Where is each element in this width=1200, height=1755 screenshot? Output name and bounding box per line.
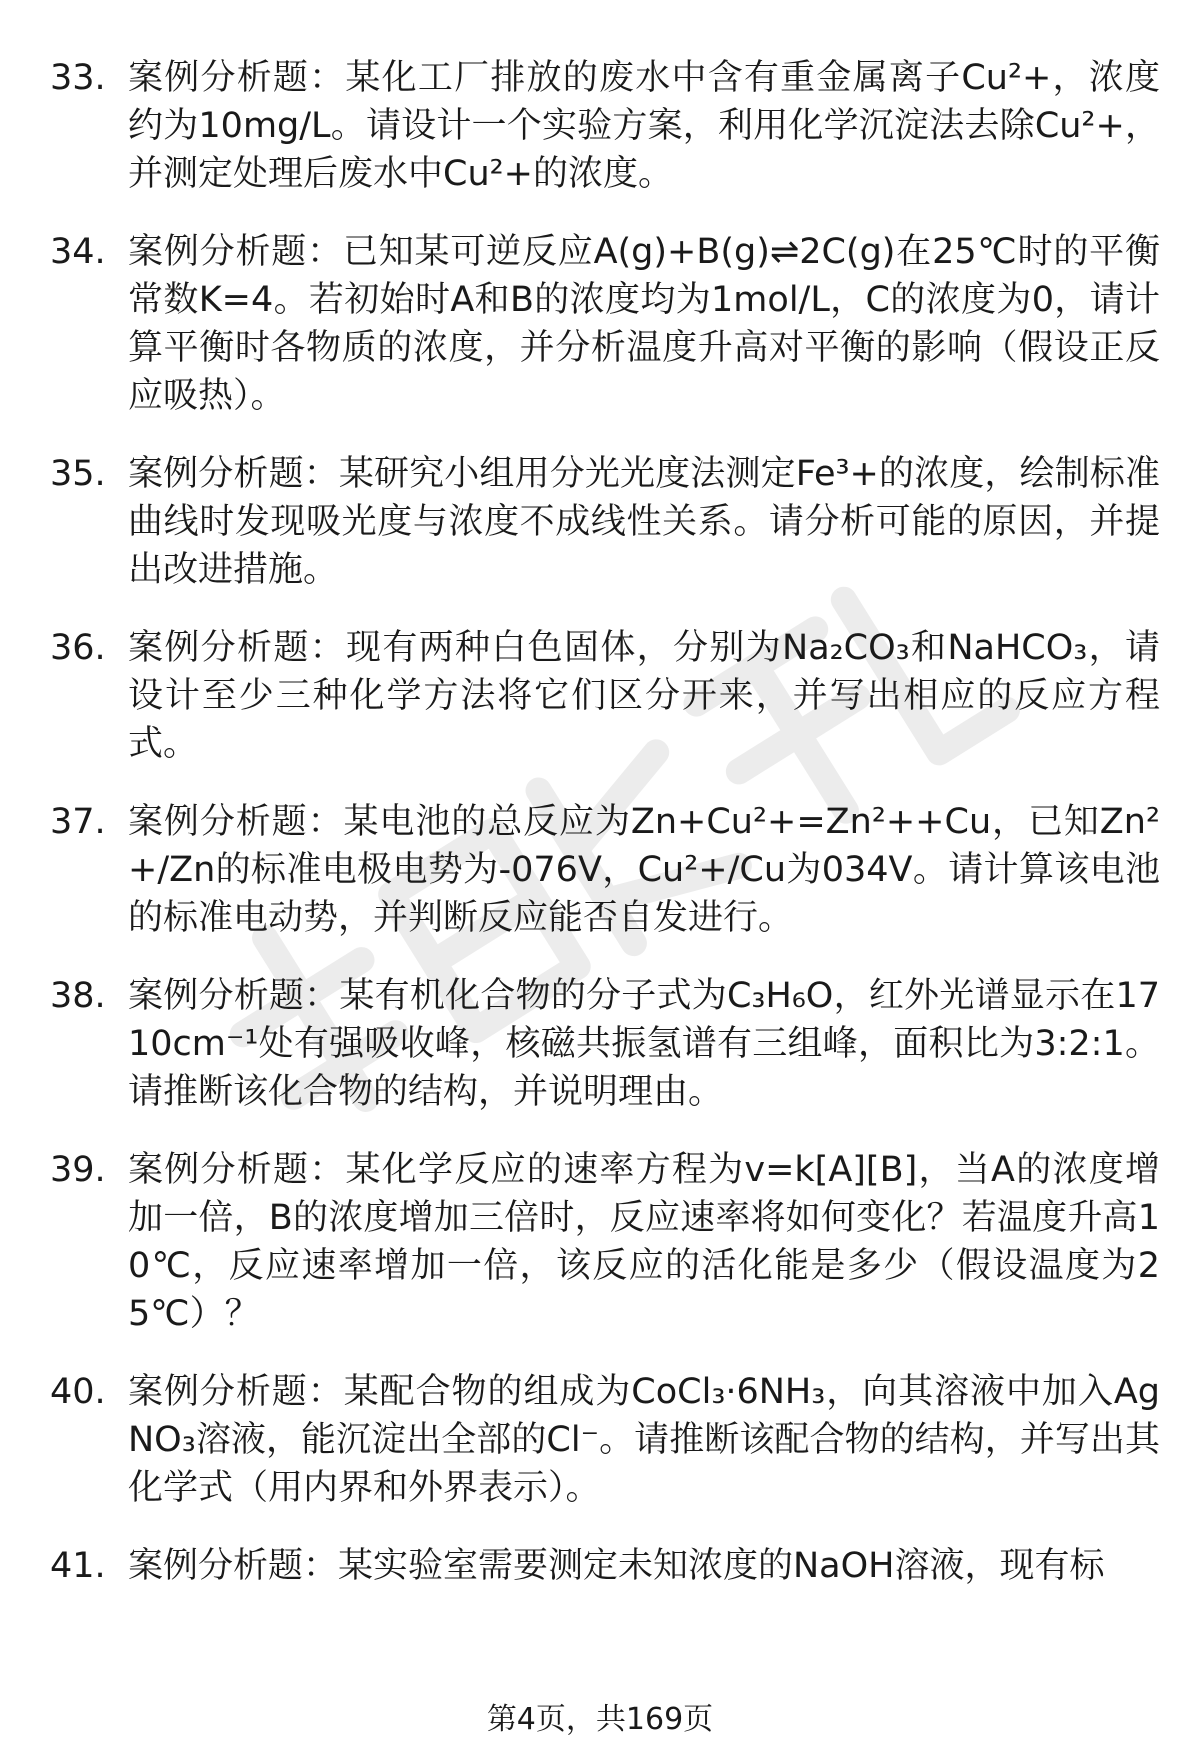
question-text: 案例分析题：某实验室需要测定未知浓度的NaOH溶液，现有标	[128, 1546, 1105, 1586]
question-text: 案例分析题：已知某可逆反应A(g)+B(g)⇌2C(g)在25℃时的平衡常数K=4。若初始时A和B的浓度均为1mol/L，C的浓度为0，请计算平衡时各物质的浓度，并分析温度升高对平衡的影响（假设正反应吸热）。	[128, 232, 1160, 416]
question-item	[50, 624, 1160, 768]
question-item	[50, 972, 1160, 1116]
page-number-footer: 第4页，共169页	[486, 1702, 714, 1737]
question-item	[50, 798, 1160, 942]
question-item	[50, 1542, 1160, 1590]
question-number: 36.	[50, 628, 106, 668]
question-text: 案例分析题：某研究小组用分光光度法测定Fe³+的浓度，绘制标准曲线时发现吸光度与浓度不成线性关系。请分析可能的原因，并提出改进措施。	[128, 454, 1160, 590]
question-text: 案例分析题：某化学反应的速率方程为v=k[A][B]，当A的浓度增加一倍，B的浓度增加三倍时，反应速率将如何变化？若温度升高10℃，反应速率增加一倍，该反应的活化能是多少（假设温度为25℃）？	[128, 1150, 1160, 1334]
question-number: 37.	[50, 802, 106, 842]
question-text: 案例分析题：某有机化合物的分子式为C₃H₆O，红外光谱显示在1710cm⁻¹处有强吸收峰，核磁共振氢谱有三组峰，面积比为3:2:1。请推断该化合物的结构，并说明理由。	[128, 976, 1160, 1112]
question-item	[50, 1146, 1160, 1338]
question-item	[50, 228, 1160, 420]
question-text: 案例分析题：某配合物的组成为CoCl₃·6NH₃，向其溶液中加入AgNO₃溶液，能沉淀出全部的Cl⁻。请推断该配合物的结构，并写出其化学式（用内界和外界表示）。	[128, 1372, 1160, 1508]
question-number: 41.	[50, 1546, 106, 1586]
question-number: 35.	[50, 454, 106, 494]
question-number: 34.	[50, 232, 106, 272]
question-number: 40.	[50, 1372, 106, 1412]
question-number: 39.	[50, 1150, 106, 1190]
question-list	[50, 54, 1160, 1620]
question-item	[50, 450, 1160, 594]
question-text: 案例分析题：某电池的总反应为Zn+Cu²+=Zn²++Cu，已知Zn²+/Zn的标准电极电势为-076V，Cu²+/Cu为034V。请计算该电池的标准电动势，并判断反应能否自发进行。	[128, 802, 1160, 938]
question-number: 33.	[50, 58, 106, 98]
question-item	[50, 1368, 1160, 1512]
question-text: 案例分析题：现有两种白色固体，分别为Na₂CO₃和NaHCO₃，请设计至少三种化学方法将它们区分开来，并写出相应的反应方程式。	[128, 628, 1160, 764]
question-number: 38.	[50, 976, 106, 1016]
question-text: 案例分析题：某化工厂排放的废水中含有重金属离子Cu²+，浓度约为10mg/L。请设计一个实验方案，利用化学沉淀法去除Cu²+，并测定处理后废水中Cu²+的浓度。	[128, 58, 1160, 194]
question-item	[50, 54, 1160, 198]
